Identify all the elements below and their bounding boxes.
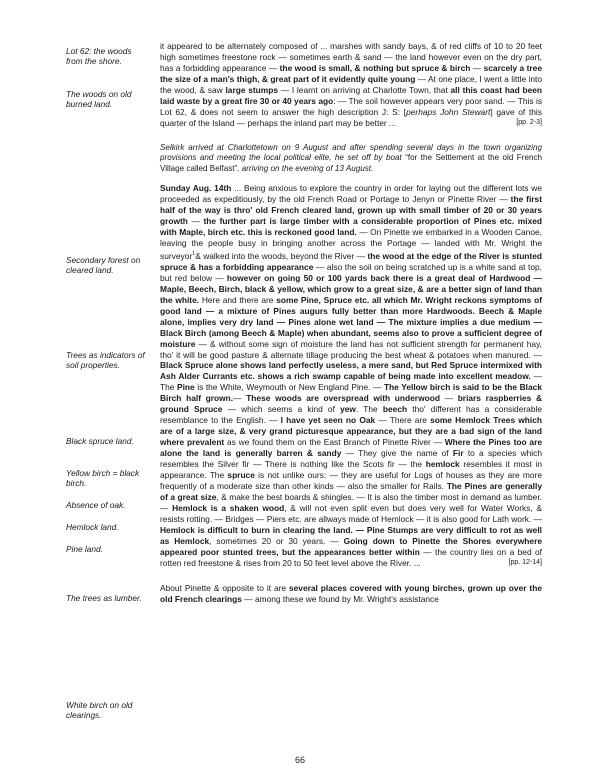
- bold-run: Black Spruce alone shows land perfectly useless, a mere sand, but Red Spruce intermixed with Ash Alder Currants etc. shows a rich swamp capable of being made into excellent meadow.: [160, 360, 542, 382]
- bold-run: some Hemlock Trees which are of a large size, & very grand picturesque appearance, but they are a bad sign of the land where prevalent: [160, 415, 543, 448]
- margin-note-soil-indicators: Trees as indicators of soil properties.: [66, 350, 145, 371]
- text-run: — There are: [375, 415, 431, 426]
- text-run: resembles it most in appearance. The: [160, 459, 542, 480]
- text-run: — On Pinette we embarked in a Wooden Canoe, leaving the people busy in bringing another across the Portage — landed with Mr. Wright the surveyor: [160, 227, 542, 261]
- margin-note-yellow-birch: Yellow birch = black birch.: [66, 468, 140, 489]
- bold-run: Going down to Pinette the Shores everywhere appeared poor stunted trees, but the appearances better within: [160, 535, 542, 557]
- paragraph-aug-14: [160, 183, 542, 568]
- text-run: —: [233, 393, 247, 404]
- footnote-marker: 1: [192, 251, 196, 258]
- margin-note-secondary-forest: Secondary forest on cleared land.: [66, 255, 141, 276]
- bold-run: Pine: [177, 382, 195, 393]
- text-run: , & will not even split even but does very well for Water Works, & resists rotting. — Bridges — Piers etc. are allways made of Hemlock — it is also good for Lath work. —: [160, 502, 542, 524]
- italic-run: perhaps John Stewart: [406, 106, 491, 117]
- margin-note-white-birch: White birch on old clearings.: [66, 700, 133, 721]
- margin-note-oak: Absence of oak.: [66, 500, 126, 510]
- bold-run: several places covered with young birches, grown up over the old French clearings: [160, 582, 542, 604]
- bold-run: all this coast had been laid waste by a great fire 30 or 40 years ago: [160, 84, 542, 106]
- text-run: as we found them on the East Branch of Pinette River —: [224, 437, 445, 448]
- margin-note-hemlock: Hemlock land.: [66, 522, 119, 532]
- editorial-intro: [160, 143, 542, 175]
- text-run: , sometimes 20 or 30 years. —: [209, 535, 344, 546]
- text-run: — & without some sign of moisture the land has not sufficient strength for permanent hay, tho' it will be good pasture & alternate tillage producing the best wheat & potatoes when manured. —: [160, 338, 542, 360]
- text-run: Here and there are: [199, 294, 277, 305]
- text-run: — among these we found by Mr. Wright's assistance: [241, 593, 439, 604]
- text-run: to a species which resembles the Silver fir — There is nothing like the Scots fir — the: [160, 448, 542, 470]
- text-run: About Pinette & opposite to it are: [160, 582, 289, 593]
- date-heading: Sunday Aug. 14th: [160, 183, 232, 194]
- main-text: [160, 41, 542, 604]
- bold-run: beech: [382, 404, 408, 415]
- margin-note-pine: Pine land.: [66, 544, 103, 554]
- bold-run: scarcely a tree the size of a man's thigh, & great part of it evidently quite young: [160, 62, 542, 84]
- bold-run: Hemlock is a shaken wood: [172, 502, 285, 513]
- text-run: —: [187, 216, 204, 227]
- bold-run: the further part is large timber with a considerable proportion of Pines etc. mixed with Maple, birch etc. this is reckoned good land.: [160, 216, 543, 238]
- bold-run: Hemlock is difficult to burn in clearing the land. — Pine Stumps are very difficult to rot as well as Hemlock: [160, 524, 542, 546]
- text-run: , & make the best boards & shingles. — It is also the timber most in demand as lumber. —: [160, 491, 542, 513]
- bold-run: The Pines are generally of a great size: [160, 480, 542, 502]
- text-run: — the country lies on a bed of rotten red freestone & rises from 20 to 50 feet level above the River. ...: [160, 546, 542, 568]
- bold-run: briars raspberries & ground Spruce: [160, 393, 543, 415]
- page-reference: [pp. 2-3]: [516, 118, 542, 126]
- text-run: . The: [355, 404, 383, 415]
- text-run: — I learnt on arriving at Charlotte Town, that: [278, 84, 451, 95]
- text-run: — which seems a kind of: [222, 404, 341, 415]
- text-run: tho' different has a considerable resemblance to the English. —: [160, 404, 543, 426]
- margin-note-black-spruce: Black spruce land.: [66, 436, 134, 446]
- text-run: is the White, Weymouth or New England Pine. —: [194, 382, 384, 393]
- bold-run: Fir: [452, 448, 464, 459]
- text-run: — At one place, I went a little into the wood, & saw: [160, 73, 542, 95]
- paragraph-lot62: [160, 41, 542, 129]
- text-run: is not unlike ours: — they are useful for Logs of houses as they are more frequently of a moderate size than other kinds — also the smaller for Rails.: [160, 469, 542, 491]
- bold-run: large stumps: [225, 84, 278, 95]
- text-run: : — The soil however appears very poor sand. — This is Lot 62, & does not seem to answer the high description J: S: [: [160, 95, 543, 117]
- margin-note-lot62: Lot 62: the woods from the shore.: [66, 46, 132, 67]
- bold-run: Where the Pines too are alone the land is generally barren & sandy: [160, 437, 542, 459]
- text-run: —: [470, 62, 484, 73]
- bold-run: the wood is small, & nothing but spruce & birch: [279, 62, 471, 73]
- margin-notes: [66, 0, 148, 780]
- page-reference: [pp. 12-14]: [508, 558, 542, 566]
- bold-run: some Pine, Spruce etc. all which Mr. Wright reckons symptoms of good land — a mixture of Pines augurs fully better than more Hardwoods. Beech & Maple alone, implies very dry land — Pines alone wet land — The mixture implies a due medium — Black Birch (among Beech & Maple) when abundant, seems also to prove a sufficient degree of moisture: [160, 294, 542, 349]
- bold-run: however on going 50 or 100 yards back there is a great deal of Hardwood — Maple, Beech, Birch, black & yellow, which grow to a great size, & are a better sign of land than the white.: [160, 272, 543, 305]
- text-run: , arriving on the evening of 13 August.: [237, 163, 374, 173]
- text-run: — They give the name of: [341, 448, 453, 459]
- bold-run: the first half of the way is thro' old French cleared land, grown up with small timber of 20 or 30 years growth: [160, 194, 542, 227]
- text-run: — The: [160, 371, 542, 393]
- bold-run: The Yellow birch is said to be the Black Birch half grown.: [160, 382, 542, 404]
- text-run: —: [439, 393, 458, 404]
- text-run: it appeared to be alternately composed of ... marshes with sandy bays, & of red cliffs of 10 to 20 feet high sometimes freestone rock — sometimes earth & sand — the land however even on the dry part, has a forbidding appearance —: [160, 41, 542, 73]
- text-run: & walked into the woods, beyond the River —: [195, 250, 368, 261]
- text-run: — also the soil on being scratched up is a white sand at top, but red below —: [160, 261, 543, 283]
- bold-run: hemlock: [425, 459, 460, 470]
- text-run: ] gave of this quarter of the Island — perhaps the inland part may be better ...: [160, 106, 542, 128]
- bold-run: yew: [340, 404, 356, 415]
- margin-note-lumber: The trees as lumber.: [66, 593, 142, 603]
- bold-run: I have yet seen no Oak: [280, 415, 376, 426]
- bold-run: the wood at the edge of the River is stunted spruce & has a forbidding appearance: [160, 250, 542, 272]
- margin-note-burned-land: The woods on old burned land.: [66, 89, 132, 110]
- bold-run: These woods are overspread with underwood: [246, 393, 440, 404]
- text-run: Selkirk arrived at Charlottetown on 9 August and after spending several days in the town organizing provisions and meeting the local political elite, he set off by boat: [160, 142, 542, 163]
- paragraph-pinette: [160, 583, 542, 605]
- text-run: ... Being anxious to explore the country in order for laying out the different lots we proceeded as expeditiously, by the old French Road or Portage to Jenyn or Pinette River —: [160, 183, 542, 205]
- bold-run: spruce: [227, 469, 255, 480]
- page-number: 66: [294, 755, 305, 765]
- quoted-run: “for the Settlement at the old French Village called Belfast”: [160, 153, 542, 173]
